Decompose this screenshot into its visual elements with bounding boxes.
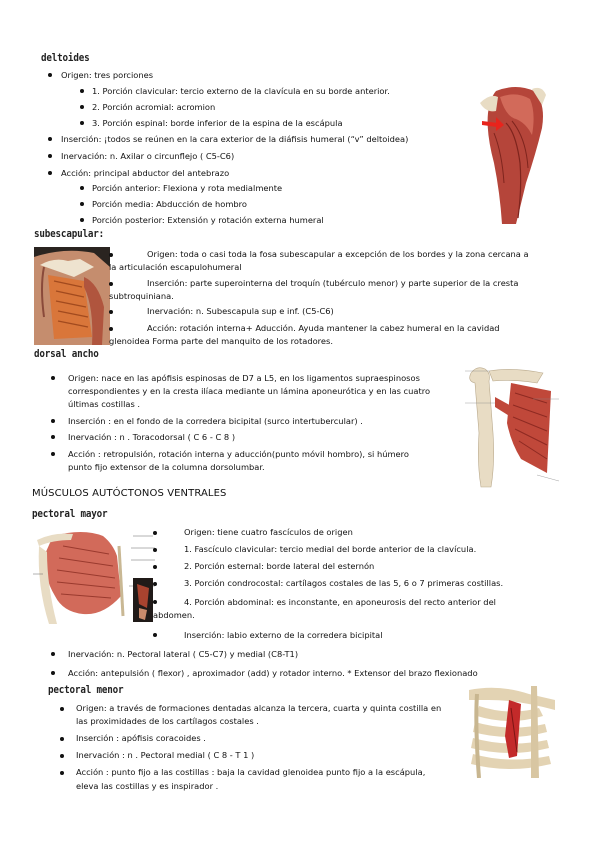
- latissimus-dorsi-illustration: [463, 363, 562, 491]
- pmayor-fasciculo-4-cont: abdomen.: [153, 610, 195, 620]
- subescapular-accion-cont: glenoidea Forma parte del manquito de los rotadores.: [109, 336, 333, 346]
- bullet: [80, 218, 84, 222]
- pectoralis-minor-illustration: [469, 686, 555, 778]
- bullet: [109, 282, 113, 286]
- bullet: [48, 73, 52, 77]
- heading-deltoides: deltoides: [41, 52, 90, 64]
- pmayor-accion: Acción: antepulsión ( flexor) , aproximador (add) y rotador interno. * Extensor del brazo flexionado: [68, 668, 478, 678]
- subescapular-insercion-cont: subtroquiniana.: [109, 291, 174, 301]
- bullet: [48, 154, 52, 158]
- pmayor-origen: Origen: tiene cuatro fascículos de origen: [184, 527, 353, 537]
- bullet: [80, 202, 84, 206]
- bullet: [153, 548, 157, 552]
- deltoides-insercion: Inserción: ¡todos se reúnen en la cara exterior de la diáfisis humeral (“v” deltoidea): [61, 134, 409, 144]
- bullet: [80, 105, 84, 109]
- bullet: [60, 737, 64, 741]
- subescapular-accion: Acción: rotación interna+ Aducción. Ayuda mantener la cabez humeral en la cavidad: [147, 323, 500, 333]
- bullet: [109, 310, 113, 314]
- bullet: [48, 137, 52, 141]
- pmayor-fasciculo-4: 4. Porción abdominal: es inconstante, en aponeurosis del recto anterior del: [184, 597, 496, 607]
- bullet: [109, 253, 113, 257]
- dorsal-origen-cont-2: últimas costillas .: [68, 399, 141, 409]
- pmenor-inervacion: Inervación : n . Pectoral medial ( C 8 - T 1 ): [76, 750, 255, 760]
- bullet: [51, 671, 55, 675]
- bullet: [51, 652, 55, 656]
- deltoides-accion-media: Porción media: Abducción de hombro: [92, 199, 247, 209]
- deltoides-origen: Origen: tres porciones: [61, 70, 154, 80]
- bullet: [60, 707, 64, 711]
- bullet: [51, 376, 55, 380]
- pmayor-fasciculo-3: 3. Porción condrocostal: cartílagos costales de las 5, 6 o 7 primeras costillas.: [184, 578, 504, 588]
- pectoral-dark-thumbnail: [133, 578, 153, 622]
- bullet: [51, 452, 55, 456]
- deltoid-shoulder-illustration: [476, 83, 548, 224]
- heading-pectoral-mayor: pectoral mayor: [32, 508, 108, 520]
- dorsal-accion: Acción : retropulsión, rotación interna y aducción(punto móvil hombro), si húmero: [68, 449, 409, 459]
- pmayor-fasciculo-2: 2. Porción esternal: borde lateral del esternón: [184, 561, 375, 571]
- dorsal-insercion: Inserción : en el fondo de la corredera bicipital (surco intertubercular) .: [68, 416, 363, 426]
- pmenor-insercion: Inserción : apófisis coracoides .: [76, 733, 206, 743]
- bullet: [153, 633, 157, 637]
- dorsal-accion-cont: punto fijo extensor de la columna dorsolumbar.: [68, 462, 265, 472]
- dorsal-origen: Origen: nace en las apófisis espinosas de D7 a L5, en los ligamentos supraespinosos: [68, 373, 420, 383]
- subscapularis-illustration: [34, 247, 110, 345]
- bullet: [80, 121, 84, 125]
- bullet: [80, 89, 84, 93]
- bullet: [51, 419, 55, 423]
- section-title: MÚSCULOS AUTÓCTONOS VENTRALES: [32, 488, 227, 499]
- bullet: [60, 771, 64, 775]
- subescapular-inervacion: Inervación: n. Subescapula sup e inf. (C5-C6): [147, 306, 334, 316]
- pmenor-origen: Origen: a través de formaciones dentadas alcanza la tercera, cuarta y quinta costilla en: [76, 703, 442, 713]
- heading-subescapular: subescapular:: [34, 228, 105, 240]
- deltoides-porcion-3: 3. Porción espinal: borde inferior de la espina de la escápula: [92, 118, 343, 128]
- bullet: [153, 565, 157, 569]
- bullet: [80, 186, 84, 190]
- pmayor-insercion: Inserción: labio externo de la corredera bicipital: [184, 630, 383, 640]
- deltoides-inervacion: Inervación: n. Axilar o circunflejo ( C5-C6): [61, 151, 235, 161]
- bullet: [60, 754, 64, 758]
- dorsal-origen-cont-1: correspondientes y en la cresta ilíaca mediante un lámina aponeurótica y en las cuatro: [68, 386, 431, 396]
- pmayor-fasciculo-1: 1. Fascículo clavicular: tercio medial del borde anterior de la clavícula.: [184, 544, 477, 554]
- pmayor-inervacion: Inervación: n. Pectoral lateral ( C5-C7) y medial (C8-T1): [68, 649, 299, 659]
- deltoides-porcion-1: 1. Porción clavicular: tercio externo de la clavícula en su borde anterior.: [92, 86, 390, 96]
- dorsal-inervacion: Inervación : n . Toracodorsal ( C 6 - C 8 ): [68, 432, 236, 442]
- pmenor-accion: Acción : punto fijo a las costillas : baja la cavidad glenoidea punto fijo a la escápula,: [76, 767, 426, 777]
- subescapular-insercion: Inserción: parte superointerna del troquín (tubérculo menor) y parte superior de la cresta: [147, 278, 519, 288]
- subescapular-origen-cont: la articulación escapulohumeral: [109, 262, 242, 272]
- subescapular-origen: Origen: toda o casi toda la fosa subescapular a excepción de los bordes y la zona cercana a: [147, 249, 529, 259]
- bullet: [48, 171, 52, 175]
- bullet: [153, 582, 157, 586]
- heading-dorsal-ancho: dorsal ancho: [34, 348, 99, 360]
- heading-pectoral-menor: pectoral menor: [48, 684, 124, 696]
- deltoides-accion: Acción: principal abductor del antebrazo: [61, 168, 230, 178]
- bullet: [153, 600, 157, 604]
- pmenor-accion-cont: eleva las costillas y es inspirador .: [76, 781, 219, 791]
- bullet: [109, 327, 113, 331]
- deltoides-porcion-2: 2. Porción acromial: acromion: [92, 102, 216, 112]
- deltoides-accion-anterior: Porción anterior: Flexiona y rota medialmente: [92, 183, 283, 193]
- bullet: [153, 531, 157, 535]
- pmenor-origen-cont: las proximidades de los cartílagos costales .: [76, 716, 259, 726]
- bullet: [51, 435, 55, 439]
- deltoides-accion-posterior: Porción posterior: Extensión y rotación externa humeral: [92, 215, 324, 225]
